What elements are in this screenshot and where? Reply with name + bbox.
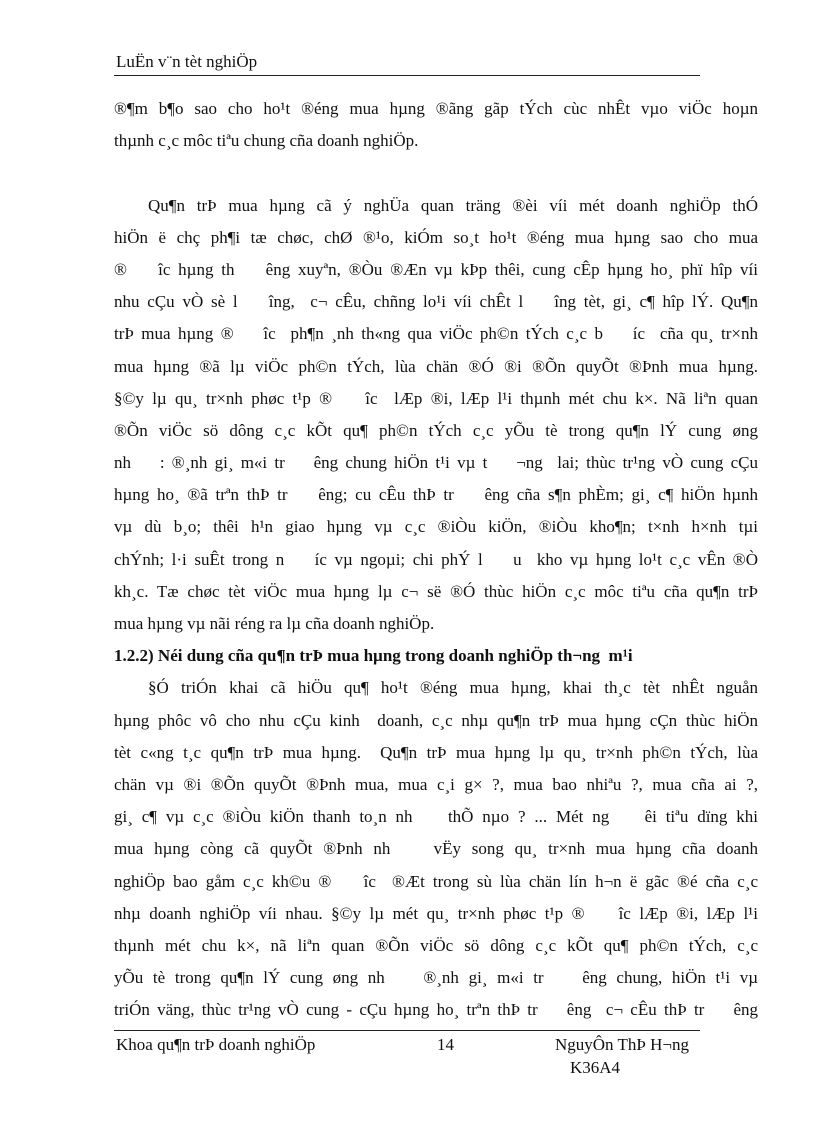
text-line: nh : ®¸nh gi¸ m«i tr êng chung hiÖn t¹i vµ t ¬ng lai; thùc tr¹ng vÒ cung cÇu — [114, 453, 758, 473]
text-line: ® îc hµng th êng xuyªn, ®Òu ®Æn vµ kÞp thêi, cung cÊp hµng ho¸ phï hîp víi — [114, 259, 758, 279]
text-line: mua hµng ®ã lµ viÖc ph©n tÝch, lùa chän ®Ó ®i ®Õn quyÕt ®Þnh mua hµng. — [114, 356, 758, 376]
text-line: thµnh mét chu k×, nã liªn quan ®Õn viÖc sö dông c¸c kÕt qu¶ ph©n tÝch, c¸c — [114, 935, 758, 955]
text-line: kh¸c. Tæ chøc tèt viÖc mua hµng lµ c¬ së ®Ó thùc hiÖn c¸c môc tiªu cña qu¶n trÞ — [114, 581, 758, 601]
text-line: ®Õn viÖc sö dông c¸c kÕt qu¶ ph©n tÝch c¸c yÕu tè trong qu¶n lÝ cung øng — [114, 420, 758, 440]
text-line: §©y lµ qu¸ tr×nh phøc t¹p ® îc lÆp ®i, lÆp l¹i thµnh mét chu k×. Nã liªn quan — [114, 388, 758, 408]
section-subtitle — [114, 157, 758, 189]
text-line: ®¶m b¶o sao cho ho¹t ®éng mua hµng ®ãng gãp tÝch cùc nhÊt vµo viÖc hoµn — [114, 99, 758, 118]
text-line: thµnh c¸c môc tiªu chung cña doanh nghiÖp. — [114, 131, 419, 151]
text-line: chän vµ ®i ®Õn quyÕt ®Þnh mua, mua c¸i g× ?, mua bao nhiªu ?, mua cña ai ?, — [114, 774, 758, 794]
body-text — [114, 93, 758, 1026]
text-line: gi¸ c¶ vµ c¸c ®iÒu kiÖn thanh to¸n nh thÕ nµo ? ... Mét ng êi tiªu dïng khi — [114, 807, 758, 827]
header-rule — [114, 75, 700, 76]
text-line: nhu cÇu vÒ sè l îng, c¬ cÊu, chñng lo¹i víi chÊt l îng tèt, gi¸ c¶ hîp lÝ. Qu¶n — [114, 292, 758, 312]
text-line: mua hµng vµ nãi réng ra lµ cña doanh nghiÖp. — [114, 614, 435, 633]
text-line: vµ dù b¸o; thêi h¹n giao hµng vµ c¸c ®iÒu kiÖn, ®iÒu kho¶n; t×nh h×nh tµi — [114, 517, 758, 537]
section-heading: 1.2.2) Néi dung cña qu¶n trÞ mua hµng trong doanh nghiÖp th¬ng m¹i — [114, 646, 633, 666]
text-line: mua hµng còng cã quyÕt ®Þnh nh vËy song qu¸ tr×nh mua hµng cña doanh — [114, 839, 758, 859]
text-line: nhµ doanh nghiÖp víi nhau. §©y lµ mét qu¸ tr×nh phøc t¹p ® îc lÆp ®i, lÆp l¹i — [114, 903, 758, 923]
text-line: triÓn väng, thùc tr¹ng vÒ cung - cÇu hµng ho¸ trªn thÞ tr êng c¬ cÊu thÞ tr êng — [114, 1000, 758, 1020]
footer-department: Khoa qu¶n trÞ doanh nghiÖp — [116, 1035, 316, 1054]
text-line: yÕu tè trong qu¶n lÝ cung øng nh ®¸nh gi¸ m«i tr êng chung, hiÖn t¹i vµ — [114, 968, 758, 988]
text-line: Qu¶n trÞ mua hµng cã ý nghÜa quan träng ®èi víi mét doanh nghiÖp thÓ — [148, 195, 758, 215]
text-line: §Ó triÓn khai cã hiÖu qu¶ ho¹t ®éng mua hµng, khai th¸c tèt nhÊt nguån — [148, 678, 758, 698]
page-number: 14 — [437, 1035, 454, 1054]
footer-author: NguyÔn ThÞ H¬ng — [555, 1035, 689, 1054]
text-line: chÝnh; l·i suÊt trong n íc vµ ngoµi; chi phÝ l u kho vµ hµng lo¹t c¸c vÊn ®Ò — [114, 549, 758, 569]
text-line: nghiÖp bao gåm c¸c kh©u ® îc ®Æt trong sù lùa chän lín h¬n ë gãc ®é cña c¸c — [114, 871, 758, 891]
footer-class: K36A4 — [570, 1058, 621, 1077]
footer-rule — [114, 1030, 700, 1031]
page-header-title: LuËn v¨n tèt nghiÖp — [116, 52, 258, 71]
text-line: hµng ho¸ ®ã trªn thÞ tr êng; cu cÊu thÞ tr êng cña s¶n phÈm; gi¸ c¶ hiÖn hµnh — [114, 485, 758, 505]
text-line: hiÖn ë chç ph¶i tæ chøc, chØ ®¹o, kiÓm so¸t ho¹t ®éng mua hµng sao cho mua — [114, 227, 758, 247]
text-line: tèt c«ng t¸c qu¶n trÞ mua hµng. Qu¶n trÞ mua hµng lµ qu¸ tr×nh ph©n tÝch, lùa — [114, 742, 758, 762]
text-line: trÞ mua hµng ® îc ph¶n ¸nh th«ng qua viÖc ph©n tÝch c¸c b íc cña qu¸ tr×nh — [114, 324, 758, 344]
text-line: hµng phôc vô cho nhu cÇu kinh doanh, c¸c nhµ qu¶n trÞ mua hµng cÇn thùc hiÖn — [114, 710, 758, 730]
